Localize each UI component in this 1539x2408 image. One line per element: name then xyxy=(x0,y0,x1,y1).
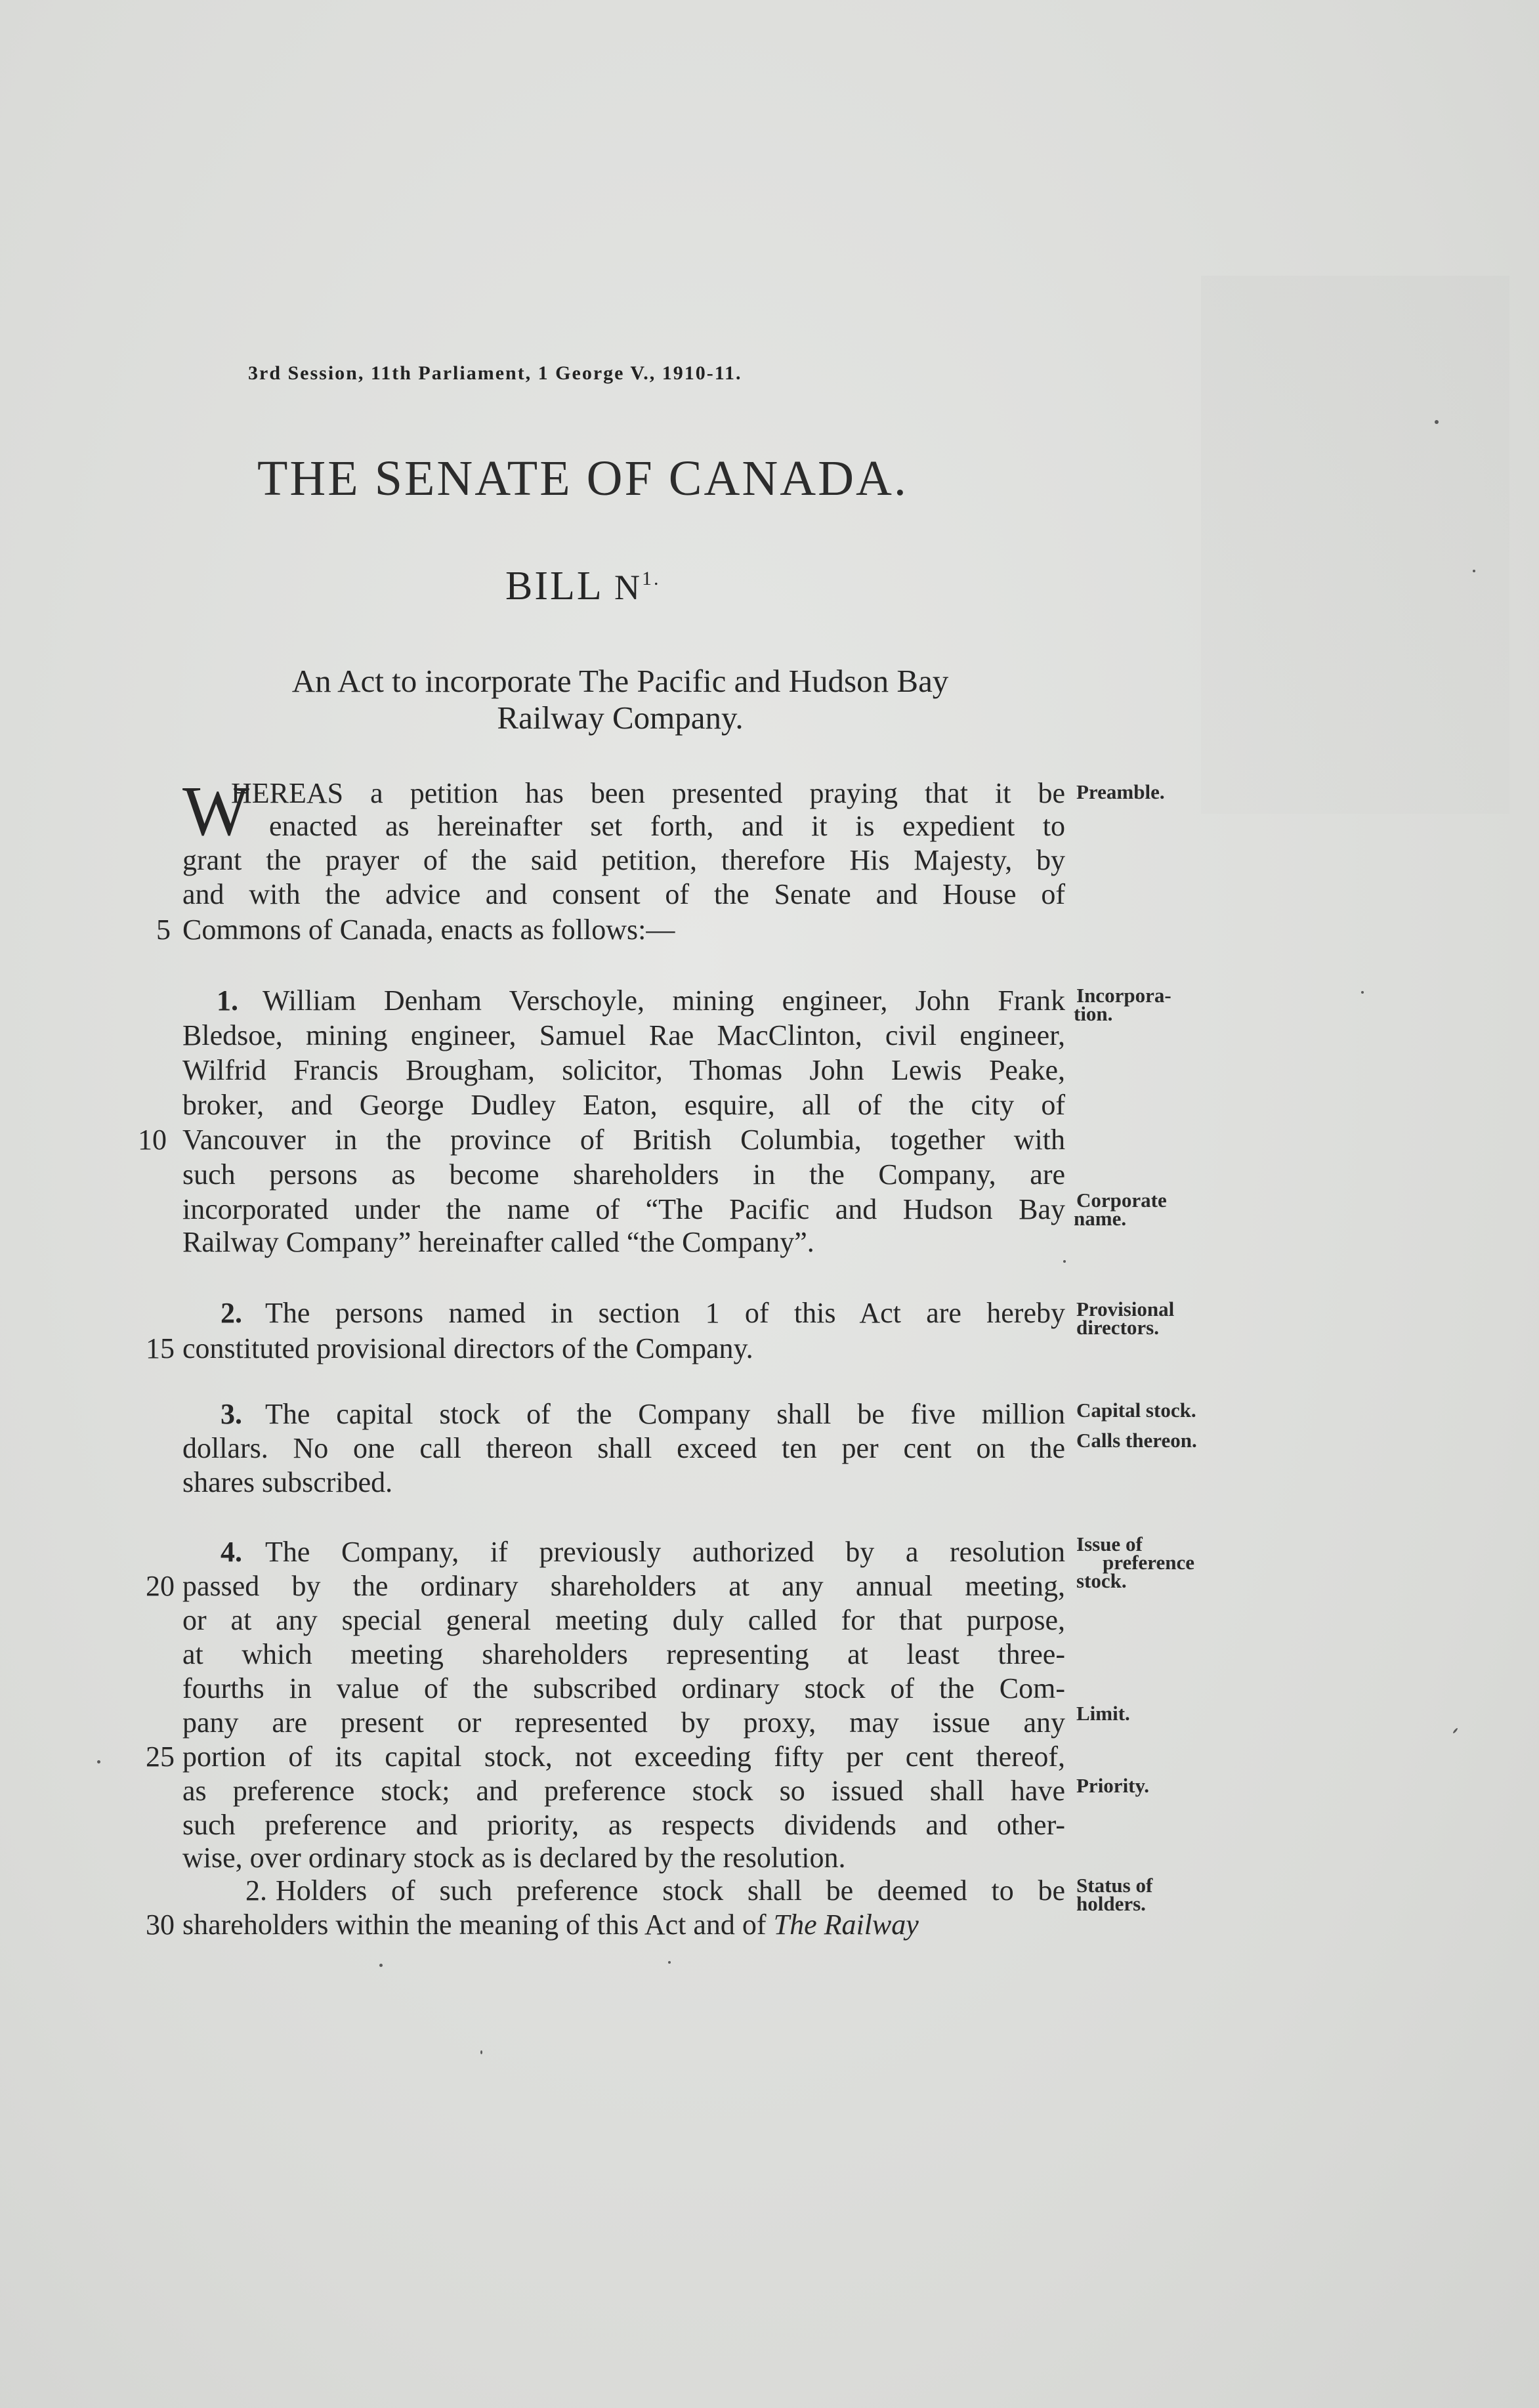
section-4-line: wise, over ordinary stock as is declared by the resolution. xyxy=(182,1842,846,1874)
preamble-line: Commons of Canada, enacts as follows:— xyxy=(182,914,675,946)
scan-speck xyxy=(1361,991,1364,994)
bill-number xyxy=(614,568,661,607)
section-1-number: 1. xyxy=(217,984,238,1017)
bill-heading xyxy=(505,563,660,610)
bill-label: BILL xyxy=(505,564,602,608)
preamble-line: enacted as hereinafter set forth, and it is expedient to xyxy=(269,810,1065,842)
scan-speck xyxy=(480,2050,482,2054)
bill-number-sup: 1. xyxy=(641,568,661,589)
section-2-line: The persons named in section 1 of this Act are hereby xyxy=(265,1297,1065,1329)
scan-speck xyxy=(379,1964,383,1967)
line-number-25: 25 xyxy=(146,1741,175,1773)
margin-note-incorporation: Incorpora- xyxy=(1076,984,1171,1007)
margin-note-limit: Limit. xyxy=(1076,1702,1130,1725)
section-3-line: shares subscribed. xyxy=(182,1466,393,1498)
scan-speck xyxy=(668,1961,671,1964)
section-2-number: 2. xyxy=(221,1297,242,1329)
institution-heading: THE SENATE OF CANADA. xyxy=(257,451,908,506)
line-number-30: 30 xyxy=(146,1909,175,1941)
scan-speck xyxy=(1435,420,1439,424)
section-4-line: or at any special general meeting duly called for that purpose, xyxy=(182,1604,1065,1636)
margin-note-provisional: directors. xyxy=(1076,1316,1159,1339)
scan-speck xyxy=(1452,1727,1458,1734)
line-number-20: 20 xyxy=(146,1570,175,1602)
margin-note-status: holders. xyxy=(1076,1892,1146,1915)
act-title-line-2: Railway Company. xyxy=(497,700,744,736)
section-3-number: 3. xyxy=(221,1398,242,1430)
margin-note-calls: Calls thereon. xyxy=(1076,1429,1197,1452)
preamble-line: and with the advice and consent of the Senate and House of xyxy=(182,878,1065,910)
section-3-line: The capital stock of the Company shall be five million xyxy=(265,1398,1065,1430)
section-4-line: portion of its capital stock, not exceeding fifty per cent thereof, xyxy=(182,1741,1065,1773)
section-4-line: passed by the ordinary shareholders at any annual meeting, xyxy=(182,1570,1065,1602)
margin-note-corporate: name. xyxy=(1074,1207,1127,1230)
line-number-5: 5 xyxy=(156,914,171,946)
section-4-line: fourths in value of the subscribed ordinary stock of the Com- xyxy=(182,1672,1065,1704)
line-number-15: 15 xyxy=(146,1332,175,1364)
margin-note-provisional: Provisional xyxy=(1076,1298,1175,1320)
section-1-line: Wilfrid Francis Brougham, solicitor, Thomas John Lewis Peake, xyxy=(182,1054,1065,1086)
margin-note-status: Status of xyxy=(1076,1874,1153,1897)
margin-note-issue: stock. xyxy=(1076,1569,1127,1592)
session-line: 3rd Session, 11th Parliament, 1 George V., 1910-11. xyxy=(248,362,742,384)
section-2-line: constituted provisional directors of the Company. xyxy=(182,1332,753,1364)
section-4-line: such preference and priority, as respects dividends and other- xyxy=(182,1809,1065,1841)
scan-speck xyxy=(97,1760,100,1764)
section-1-line: Railway Company” hereinafter called “the Company”. xyxy=(182,1226,814,1258)
margin-note-corporate: Corporate xyxy=(1076,1189,1167,1212)
section-1-line: Vancouver in the province of British Columbia, together with xyxy=(182,1124,1065,1156)
show-through-shadow xyxy=(1201,276,1509,814)
margin-note-issue: Issue of xyxy=(1076,1532,1143,1555)
section-1-line: William Denham Verschoyle, mining engineer, John Frank xyxy=(263,984,1065,1017)
preamble-line: HEREAS a petition has been presented praying that it be xyxy=(231,777,1065,809)
subsection-2-text: shareholders within the meaning of this Act and of xyxy=(182,1909,774,1941)
preamble-line: grant the prayer of the said petition, therefore His Majesty, by xyxy=(182,844,1065,876)
line-number-10: 10 xyxy=(138,1124,167,1156)
section-1-line: Bledsoe, mining engineer, Samuel Rae MacClinton, civil engineer, xyxy=(182,1019,1065,1051)
scan-speck xyxy=(1473,570,1475,572)
section-1-line: such persons as become shareholders in the Company, are xyxy=(182,1158,1065,1191)
section-4-line: at which meeting shareholders representing at least three- xyxy=(182,1638,1065,1670)
section-4-line: pany are present or represented by proxy, may issue any xyxy=(182,1706,1065,1739)
section-4-number: 4. xyxy=(221,1536,242,1568)
act-title-line-1: An Act to incorporate The Pacific and Hudson Bay xyxy=(291,663,949,699)
margin-note-incorporation: tion. xyxy=(1074,1002,1113,1025)
preamble-dropcap: W xyxy=(182,772,249,851)
section-4-line: as preference stock; and preference stock so issued shall have xyxy=(182,1775,1065,1807)
margin-note-preamble: Preamble. xyxy=(1076,780,1165,803)
subsection-2-line: Holders of such preference stock shall be deemed to be xyxy=(276,1874,1065,1907)
scan-speck xyxy=(1063,1260,1066,1263)
subsection-2-line-2 xyxy=(182,1909,1065,1941)
margin-note-capital: Capital stock. xyxy=(1076,1399,1196,1422)
margin-note-issue: preference xyxy=(1103,1551,1194,1574)
section-3-line: dollars. No one call thereon shall exceed ten per cent on the xyxy=(182,1432,1065,1464)
section-4-line: The Company, if previously authorized by a resolution xyxy=(265,1536,1065,1568)
section-1-line: broker, and George Dudley Eaton, esquire, all of the city of xyxy=(182,1089,1065,1121)
subsection-2-number: 2. xyxy=(245,1874,267,1907)
margin-note-priority: Priority. xyxy=(1076,1774,1150,1797)
bill-number-letter: N xyxy=(614,568,642,607)
subsection-2-italic: The Railway xyxy=(773,1909,919,1941)
section-1-line: incorporated under the name of “The Pacific and Hudson Bay xyxy=(182,1193,1065,1225)
